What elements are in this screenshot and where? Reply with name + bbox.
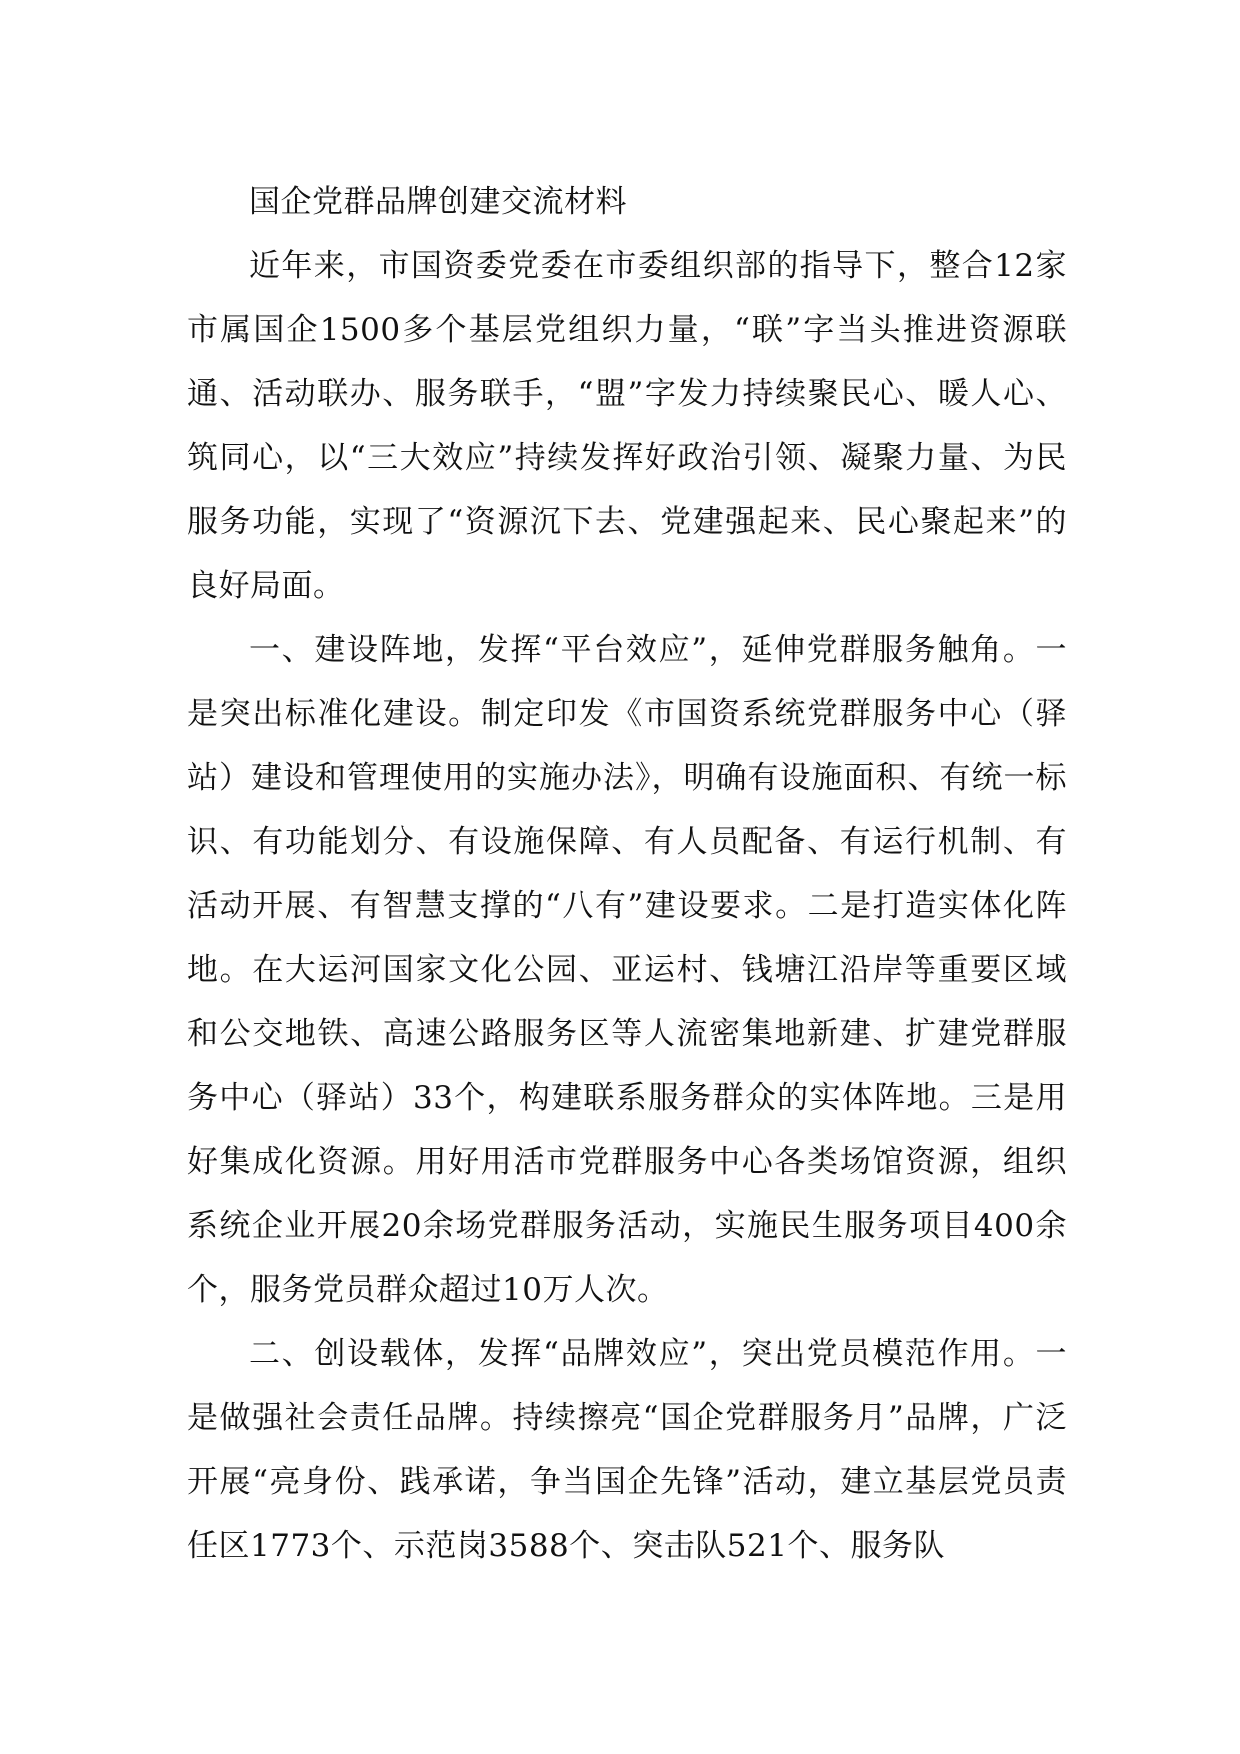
paragraph-intro: 近年来，市国资委党委在市委组织部的指导下，整合12家市属国企1500多个基层党组织力量，“联”字当头推进资源联通、活动联办、服务联手，“盟”字发力持续聚民心、暖人心、筑同心，以“三大效应”持续发挥好政治引领、凝聚力量、为民服务功能，实现了“资源沉下去、党建强起来、民心聚起来”的良好局面。 <box>187 248 1067 604</box>
document-body <box>187 170 1067 1578</box>
paragraph-section-two: 二、创设载体，发挥“品牌效应”，突出党员模范作用。一是做强社会责任品牌。持续擦亮“国企党群服务月”品牌，广泛开展“亮身份、践承诺，争当国企先锋”活动，建立基层党员责任区1773个、示范岗3588个、突击队521个、服务队 <box>187 1336 1067 1564</box>
document-title: 国企党群品牌创建交流材料 <box>249 184 627 220</box>
paragraph-section-one: 一、建设阵地，发挥“平台效应”，延伸党群服务触角。一是突出标准化建设。制定印发《市国资系统党群服务中心（驿站）建设和管理使用的实施办法》，明确有设施面积、有统一标识、有功能划分、有设施保障、有人员配备、有运行机制、有活动开展、有智慧支撑的“八有”建设要求。二是打造实体化阵地。在大运河国家文化公园、亚运村、钱塘江沿岸等重要区域和公交地铁、高速公路服务区等人流密集地新建、扩建党群服务中心（驿站）33个，构建联系服务群众的实体阵地。三是用好集成化资源。用好用活市党群服务中心各类场馆资源，组织系统企业开展20余场党群服务活动，实施民生服务项目400余个，服务党员群众超过10万人次。 <box>187 632 1067 1308</box>
